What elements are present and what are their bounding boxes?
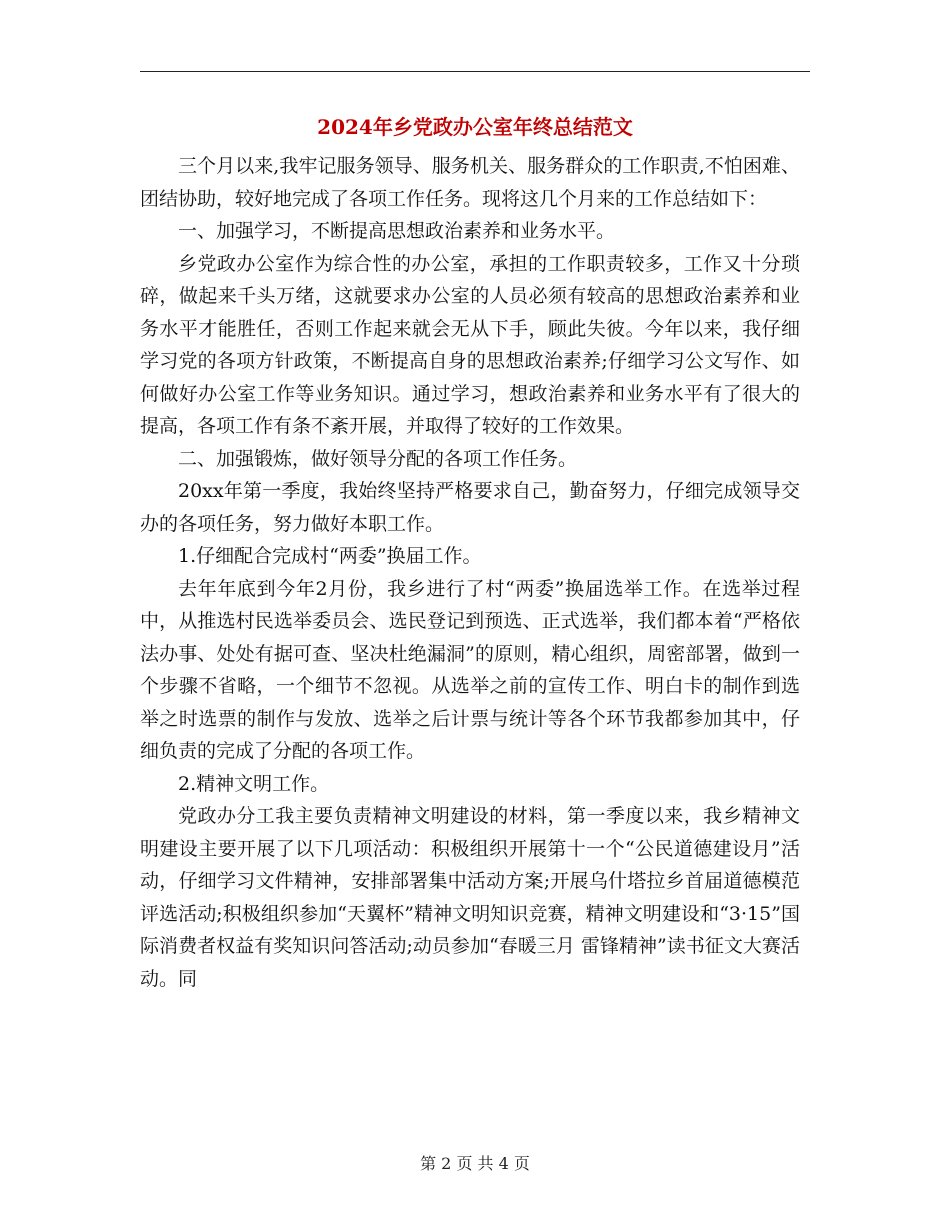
subheading-election: 1.仔细配合完成村“两委”换届工作。 [178, 545, 482, 567]
paragraph-training: 20xx年第一季度，我始终坚持严格要求自己，勤奋努力，仔细完成领导交办的各项任务，努力做好本职工作。 [140, 480, 800, 535]
paragraph-election: 去年年底到今年2月份，我乡进行了村“两委”换届选举工作。在选举过程中，从推选村民选举委员会、选民登记到预选、正式选举，我们都本着“严格依法办事、处处有据可查、坚决杜绝漏洞”的原则，精心组织，周密部署，做到一个步骤不省略，一个细节不忽视。从选举之前的宣传工作、明白卡的制作到选举之时选票的制作与发放、选举之后计票与统计等各个环节我都参加其中，仔细负责的完成了分配的各项工作。 [140, 577, 800, 762]
header-rule [140, 71, 810, 72]
section-heading-study: 一、加强学习，不断提高思想政治素养和业务水平。 [178, 220, 616, 242]
paragraph-study: 乡党政办公室作为综合性的办公室，承担的工作职责较多，工作又十分琐碎，做起来千头万绪，这就要求办公室的人员必须有较高的思想政治素养和业务水平才能胜任，否则工作起来就会无从下手，顾此失彼。今年以来，我仔细学习党的各项方针政策，不断提高自身的思想政治素养;仔细学习公文写作、如何做好办公室工作等业务知识。通过学习，想政治素养和业务水平有了很大的提高，各项工作有条不紊开展，并取得了较好的工作效果。 [140, 252, 800, 437]
document-title: 2024年乡党政办公室年终总结范文 [317, 115, 633, 139]
subheading-civilization: 2.精神文明工作。 [178, 772, 330, 795]
page-indicator: 第 2 页 共 4 页 [420, 1154, 530, 1173]
section-heading-training: 二、加强锻炼，做好领导分配的各项工作任务。 [178, 447, 578, 470]
document-body [140, 150, 800, 995]
paragraph-intro: 三个月以来,我牢记服务领导、服务机关、服务群众的工作职责,不怕困难、团结协助，较好地完成了各项工作任务。现将这几个月来的工作总结如下： [140, 155, 800, 210]
paragraph-civilization: 党政办分工我主要负责精神文明建设的材料，第一季度以来，我乡精神文明建设主要开展了以下几项活动：积极组织开展第十一个“公民道德建设月”活动，仔细学习文件精神，安排部署集中活动方案;开展乌什塔拉乡首届道德模范评选活动;积极组织参加“天翼杯”精神文明知识竞赛，精神文明建设和“3·15”国际消费者权益有奖知识问答活动;动员参加“春暖三月 雷锋精神”读书征文大赛活动。同 [140, 805, 800, 990]
